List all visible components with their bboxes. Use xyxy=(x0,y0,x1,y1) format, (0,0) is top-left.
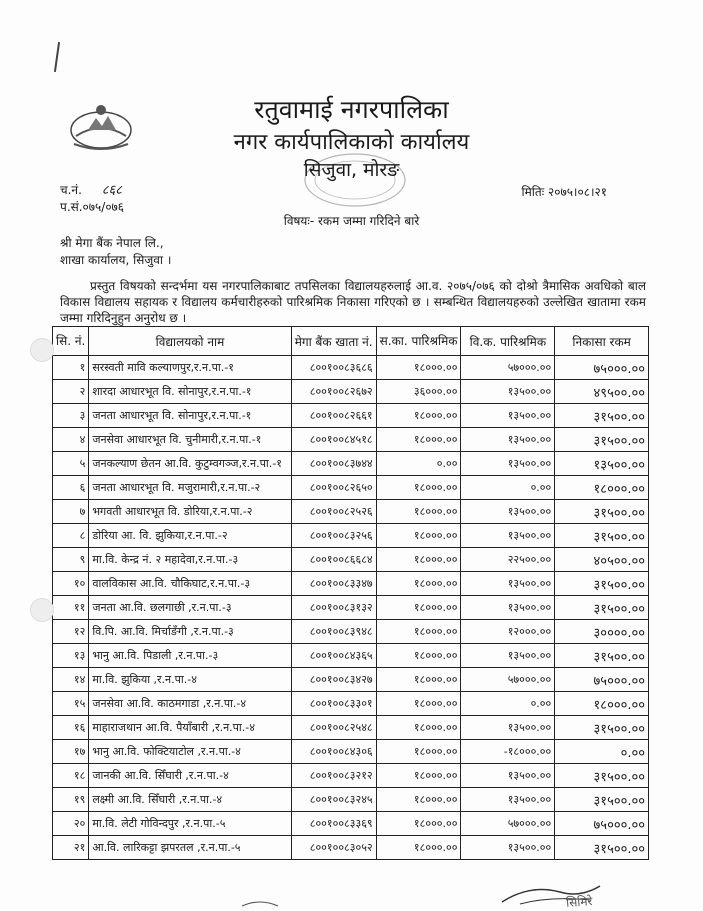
office-name: नगर कार्यपालिकाको कार्यालय xyxy=(233,130,470,155)
row-release-amount: ३१५००.०० xyxy=(555,428,649,452)
row-gov-pay: १८०००.०० xyxy=(376,572,461,596)
row-release-amount: ३१५००.०० xyxy=(555,764,649,788)
row-vk-pay: १३५००.०० xyxy=(461,404,555,428)
ref-no-value: ८६८ xyxy=(101,183,123,198)
row-school-name: जनसेवा आधारभूत वि. चुनीमारी,र.न.पा.-१ xyxy=(89,428,291,452)
row-account-no: ८००१००८३७४४ xyxy=(291,452,376,476)
row-account-no: ८००१००८३२१२ xyxy=(291,764,376,788)
row-release-amount: ३००००.०० xyxy=(555,620,649,644)
municipality-name: रतुवामाई नगरपालिका xyxy=(254,95,449,124)
row-account-no: ८००१००८२६६१ xyxy=(291,404,376,428)
row-gov-pay: १८०००.०० xyxy=(376,596,461,620)
row-release-amount: ३१५००.०० xyxy=(555,836,649,860)
row-gov-pay: १८०००.०० xyxy=(376,836,461,860)
row-account-no: ८००१००८३१३२ xyxy=(291,596,376,620)
row-school-name: जनकल्याण छेतन आ.वि. कुटुम्वगञ्ज,र.न.पा.-१ xyxy=(89,452,291,476)
row-release-amount: ३१५००.०० xyxy=(555,404,649,428)
col-header-vk-pay: वि.क. पारिश्रमिक xyxy=(461,327,555,356)
stray-mark xyxy=(240,898,280,908)
row-vk-pay: १३५००.०० xyxy=(461,764,555,788)
table-row xyxy=(53,668,649,692)
row-serial: १ xyxy=(53,356,89,380)
table-row xyxy=(53,452,649,476)
row-gov-pay: १८०००.०० xyxy=(376,764,461,788)
table-row xyxy=(53,812,649,836)
table-row xyxy=(53,740,649,764)
row-gov-pay: १८०००.०० xyxy=(376,740,461,764)
ref-no-label: च.नं. xyxy=(60,183,82,197)
row-vk-pay: १३५००.०० xyxy=(461,428,555,452)
row-school-name: जनता आधारभूत वि. मजुरामारी,र.न.पा.-२ xyxy=(89,476,291,500)
table-row xyxy=(53,380,649,404)
row-gov-pay: १८०००.०० xyxy=(376,524,461,548)
row-gov-pay: ०.०० xyxy=(376,452,461,476)
row-school-name: भगवती आधारभूत वि. डोरिया,र.न.पा.-२ xyxy=(89,500,291,524)
row-vk-pay: १३५००.०० xyxy=(461,596,555,620)
col-header-account: मेगा बैंक खाता नं. xyxy=(291,327,376,356)
office-location: सिजुवा, मोरङ xyxy=(303,159,400,181)
row-school-name: जनता आ.वि. छलगाछी ,र.न.पा.-३ xyxy=(89,596,291,620)
row-release-amount: ३१५००.०० xyxy=(555,644,649,668)
row-serial: १५ xyxy=(53,692,89,716)
table-row xyxy=(53,548,649,572)
row-serial: २० xyxy=(53,812,89,836)
row-release-amount: ४९५००.०० xyxy=(555,380,649,404)
fiscal-year: प.सं.०७५/०७६ xyxy=(60,200,125,214)
row-account-no: ८००१००८३३०१ xyxy=(291,692,376,716)
row-school-name: मा.वि. लेटी गोविन्दपुर ,र.न.पा.-५ xyxy=(89,812,291,836)
row-vk-pay: १३५००.०० xyxy=(461,380,555,404)
row-release-amount: १८०००.०० xyxy=(555,692,649,716)
row-serial: १६ xyxy=(53,716,89,740)
row-gov-pay: १८०००.०० xyxy=(376,788,461,812)
table-row xyxy=(53,476,649,500)
row-school-name: माहाराजथान आ.वि. पैयाँबारी ,र.न.पा.-४ xyxy=(89,716,291,740)
row-gov-pay: १८०००.०० xyxy=(376,476,461,500)
col-header-school: विद्यालयको नाम xyxy=(89,327,291,356)
row-release-amount: ३१५००.०० xyxy=(555,788,649,812)
row-release-amount: ७५०००.०० xyxy=(555,356,649,380)
table-row xyxy=(53,788,649,812)
office-seal-icon xyxy=(300,150,410,210)
row-school-name: डोरिया आ. वि. झुकिया,र.न.पा.-२ xyxy=(89,524,291,548)
signature-text: सिमिरे xyxy=(565,894,593,910)
signature-icon xyxy=(500,882,610,908)
row-serial: ४ xyxy=(53,428,89,452)
row-serial: १४ xyxy=(53,668,89,692)
row-vk-pay: १३५००.०० xyxy=(461,452,555,476)
row-account-no: ८००१००८३२४५ xyxy=(291,788,376,812)
table-row xyxy=(53,500,649,524)
row-vk-pay: ५७०००.०० xyxy=(461,668,555,692)
row-account-no: ८००१००८३३४७ xyxy=(291,572,376,596)
row-account-no: ८००१००८४३६५ xyxy=(291,644,376,668)
row-school-name: जनता आधारभूत वि. सोनापुर,र.न.पा.-१ xyxy=(89,404,291,428)
row-account-no: ८००१००८३०५२ xyxy=(291,836,376,860)
row-school-name: मा.वि. केन्द्र नं. २ महादेवा,र.न.पा.-३ xyxy=(89,548,291,572)
row-gov-pay: १८०००.०० xyxy=(376,812,461,836)
row-gov-pay: १८०००.०० xyxy=(376,548,461,572)
row-school-name: आ.वि. लारिकट्टा झपरतल ,र.न.पा.-५ xyxy=(89,836,291,860)
row-account-no: ८००१००८३९४८ xyxy=(291,620,376,644)
letter-subject: विषयः- रकम जम्मा गरिदिने बारे xyxy=(283,214,420,228)
row-release-amount: ०.०० xyxy=(555,740,649,764)
row-school-name: जानकी आ.वि. सिँघारी ,र.न.पा.-४ xyxy=(89,764,291,788)
row-gov-pay: १८०००.०० xyxy=(376,404,461,428)
col-header-release: निकासा रकम xyxy=(555,327,649,356)
row-vk-pay: १३५००.०० xyxy=(461,836,555,860)
row-vk-pay: ५७०००.०० xyxy=(461,812,555,836)
row-serial: ११ xyxy=(53,596,89,620)
row-vk-pay: १३५००.०० xyxy=(461,500,555,524)
row-release-amount: ४०५००.०० xyxy=(555,548,649,572)
row-school-name: सरस्वती मावि कल्याणपुर,र.न.पा.-१ xyxy=(89,356,291,380)
table-row xyxy=(53,644,649,668)
addressee-bank: श्री मेगा बैंक नेपाल लि., xyxy=(60,236,164,250)
table-row xyxy=(53,764,649,788)
row-gov-pay: १८०००.०० xyxy=(376,644,461,668)
table-row xyxy=(53,572,649,596)
row-vk-pay: ५७०००.०० xyxy=(461,356,555,380)
addressee-branch: शाखा कार्यालय, सिजुवा । xyxy=(60,253,172,267)
row-account-no: ८००१००८३३६९ xyxy=(291,812,376,836)
payment-table xyxy=(52,326,649,860)
row-school-name: भानु आ.वि. फोक्टियाटोल ,र.न.पा.-४ xyxy=(89,740,291,764)
row-account-no: ८००१००८३६८६ xyxy=(291,356,376,380)
row-account-no: ८००१००८४५१८ xyxy=(291,428,376,452)
row-school-name: वालविकास आ.वि. चौकिघाट,र.न.पा.-३ xyxy=(89,572,291,596)
row-serial: १० xyxy=(53,572,89,596)
row-serial: २ xyxy=(53,380,89,404)
table-header-row xyxy=(53,327,649,356)
row-gov-pay: १८०००.०० xyxy=(376,500,461,524)
row-account-no: ८००१००८२६७२ xyxy=(291,380,376,404)
table-row xyxy=(53,428,649,452)
row-gov-pay: १८०००.०० xyxy=(376,668,461,692)
row-serial: १८ xyxy=(53,764,89,788)
row-serial: ५ xyxy=(53,452,89,476)
row-school-name: जनसेवा आ.वि. काठमगाडा ,र.न.पा.-४ xyxy=(89,692,291,716)
row-school-name: लक्ष्मी आ.वि. सिँघारी ,र.न.पा.-४ xyxy=(89,788,291,812)
row-gov-pay: ३६०००.०० xyxy=(376,380,461,404)
row-gov-pay: १८०००.०० xyxy=(376,356,461,380)
row-release-amount: १३५००.०० xyxy=(555,452,649,476)
row-gov-pay: १८०००.०० xyxy=(376,692,461,716)
row-vk-pay: १३५००.०० xyxy=(461,524,555,548)
letter-date: मितिः २०७५।०८।२१ xyxy=(521,185,607,199)
row-release-amount: ३१५००.०० xyxy=(555,500,649,524)
row-release-amount: १८०००.०० xyxy=(555,476,649,500)
row-school-name: भानु आ.वि. पिडाली ,र.न.पा.-३ xyxy=(89,644,291,668)
table-row xyxy=(53,620,649,644)
row-account-no: ८००१००८२५४८ xyxy=(291,716,376,740)
punch-hole xyxy=(30,598,54,622)
row-release-amount: ३१५००.०० xyxy=(555,524,649,548)
row-account-no: ८००१००८३४२७ xyxy=(291,668,376,692)
table-row xyxy=(53,836,649,860)
row-release-amount: ३१५००.०० xyxy=(555,572,649,596)
table-row xyxy=(53,716,649,740)
col-header-sn: सि. नं. xyxy=(53,327,89,356)
row-vk-pay: ०.०० xyxy=(461,692,555,716)
row-account-no: ८००१००८६६८४ xyxy=(291,548,376,572)
row-school-name: वि.पि. आ.वि. मिर्चाङँगी ,र.न.पा.-३ xyxy=(89,620,291,644)
row-serial: २१ xyxy=(53,836,89,860)
row-serial: १९ xyxy=(53,788,89,812)
row-serial: ३ xyxy=(53,404,89,428)
row-vk-pay: २२५००.०० xyxy=(461,548,555,572)
table-row xyxy=(53,596,649,620)
punch-hole xyxy=(30,338,54,362)
row-vk-pay: १२०००.०० xyxy=(461,620,555,644)
row-account-no: ८००१००८२५२६ xyxy=(291,500,376,524)
row-release-amount: ३१५००.०० xyxy=(555,716,649,740)
table-row xyxy=(53,692,649,716)
row-school-name: मा.वि. झुकिया ,र.न.पा.-४ xyxy=(89,668,291,692)
letter-body: प्रस्तुत विषयको सन्दर्भमा यस नगरपालिकाबाट तपसिलका विद्यालयहरुलाई आ.व. २०७५/०७६ को दोश्रो त्रैमासिक अवधिको बाल विकास विद्यालय सहायक र विद्यालय कर्मचारीहरुको पारिश्रमिक निकासा गरिएको छ । सम्बन्धित विद्यालयहरुको उल्लेखित खातामा रकम जम्मा गरिदिनुहुन अनुरोध छ । xyxy=(60,279,646,325)
col-header-gov-pay: स.का. पारिश्रमिक xyxy=(376,327,461,356)
row-vk-pay: -१८०००.०० xyxy=(461,740,555,764)
row-vk-pay: १३५००.०० xyxy=(461,572,555,596)
row-serial: १२ xyxy=(53,620,89,644)
table-row xyxy=(53,524,649,548)
row-serial: ९ xyxy=(53,548,89,572)
row-release-amount: ७५०००.०० xyxy=(555,812,649,836)
row-gov-pay: १८०००.०० xyxy=(376,428,461,452)
row-vk-pay: १३५००.०० xyxy=(461,788,555,812)
row-account-no: ८००१००८३२५६ xyxy=(291,524,376,548)
row-gov-pay: १८०००.०० xyxy=(376,620,461,644)
row-release-amount: ३१५००.०० xyxy=(555,596,649,620)
row-serial: ७ xyxy=(53,500,89,524)
reference-line xyxy=(60,180,122,198)
row-account-no: ८००१००८२६५० xyxy=(291,476,376,500)
row-serial: १७ xyxy=(53,740,89,764)
row-account-no: ८००१००८४३०६ xyxy=(291,740,376,764)
row-school-name: शारदा आधारभूत वि. सोनापुर,र.न.पा.-१ xyxy=(89,380,291,404)
row-vk-pay: १३५००.०० xyxy=(461,716,555,740)
row-serial: ६ xyxy=(53,476,89,500)
table-row xyxy=(53,404,649,428)
row-gov-pay: १८०००.०० xyxy=(376,716,461,740)
row-serial: ८ xyxy=(53,524,89,548)
row-vk-pay: ०.०० xyxy=(461,476,555,500)
row-vk-pay: १३५००.०० xyxy=(461,644,555,668)
row-serial: १३ xyxy=(53,644,89,668)
table-row xyxy=(53,356,649,380)
pen-mark xyxy=(54,42,60,72)
row-release-amount: ७५०००.०० xyxy=(555,668,649,692)
